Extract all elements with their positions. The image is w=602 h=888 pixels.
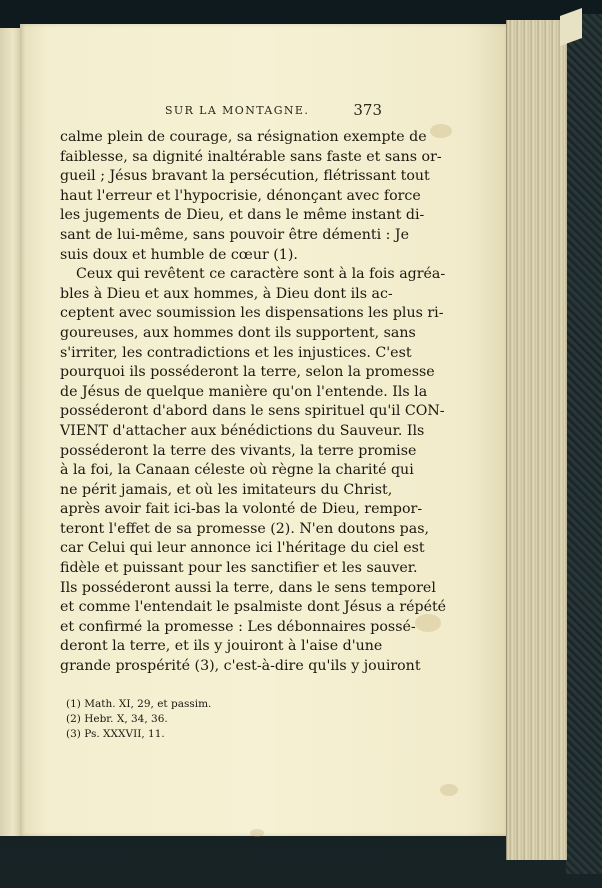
- text-line: ne périt jamais, et où les imitateurs du Christ,: [60, 481, 393, 498]
- text-line: bles à Dieu et aux hommes, à Dieu dont ils ac-: [60, 285, 393, 302]
- text-line: et confirmé la promesse : Les débonnaires possé-: [60, 618, 416, 635]
- page-block-fore-edge: [506, 20, 567, 860]
- foxing-spot: [430, 124, 452, 138]
- text-line: grande prospérité (3), c'est-à-dire qu'ils y jouiront: [60, 658, 421, 675]
- text-line: et comme l'entendait le psalmiste dont Jésus a répété: [60, 599, 447, 616]
- running-title: SUR LA MONTAGNE.: [165, 104, 310, 117]
- footnote: (1) Math. XI, 29, et passim.: [66, 698, 212, 710]
- foxing-spot: [440, 784, 458, 796]
- text-line: car Celui qui leur annonce ici l'héritage du ciel est: [60, 540, 425, 557]
- text-line: pourquoi ils posséderont la terre, selon la promesse: [60, 364, 435, 381]
- text-line: posséderont la terre des vivants, la terre promise: [60, 442, 417, 459]
- book-cover-marbled: [566, 14, 602, 874]
- text-line: de Jésus de quelque manière qu'on l'entende. Ils la: [60, 383, 428, 400]
- footnote: (3) Ps. XXXVII, 11.: [66, 728, 165, 740]
- text-line: à la foi, la Canaan céleste où règne la charité qui: [60, 462, 414, 479]
- text-line: faiblesse, sa dignité inaltérable sans faste et sans or-: [60, 148, 442, 165]
- text-line: gueil ; Jésus bravant la persécution, flétrissant tout: [60, 168, 430, 185]
- text-line: VIENT d'attacher aux bénédictions du Sauveur. Ils: [60, 422, 425, 439]
- text-line: calme plein de courage, sa résignation exempte de: [60, 129, 427, 145]
- foxing-spot: [415, 614, 441, 632]
- footnotes: [66, 697, 366, 742]
- text-line: ceptent avec soumission les dispensations les plus ri-: [60, 305, 444, 322]
- text-line: Ils posséderont aussi la terre, dans le sens temporel: [60, 579, 436, 596]
- text-line: après avoir fait ici-bas la volonté de Dieu, rempor-: [60, 501, 423, 518]
- text-line: Ceux qui revêtent ce caractère sont à la fois agréa-: [76, 266, 446, 283]
- text-line: fidèle et puissant pour les sanctifier et les sauver.: [60, 560, 418, 577]
- body-text: [60, 128, 447, 677]
- text-line: les jugements de Dieu, et dans le même instant di-: [60, 207, 425, 224]
- text-line: sant de lui-même, sans pouvoir être démenti : Je: [60, 226, 409, 243]
- foxing-spot: [250, 829, 264, 837]
- text-line: haut l'erreur et l'hypocrisie, dénonçant avec force: [60, 187, 421, 204]
- text-line: deront la terre, et ils y jouiront à l'aise d'une: [60, 638, 383, 655]
- text-line: s'irriter, les contradictions et les injustices. C'est: [60, 344, 412, 361]
- text-line: teront l'effet de sa promesse (2). N'en doutons pas,: [60, 520, 429, 537]
- footnote: (2) Hebr. X, 34, 36.: [66, 713, 168, 725]
- text-line: posséderont d'abord dans le sens spirituel qu'il CON-: [60, 403, 445, 420]
- text-line: suis doux et humble de cœur (1).: [60, 246, 298, 263]
- running-head: [60, 101, 382, 122]
- text-line: goureuses, aux hommes dont ils supportent, sans: [60, 324, 416, 341]
- page-number: 373: [353, 101, 382, 119]
